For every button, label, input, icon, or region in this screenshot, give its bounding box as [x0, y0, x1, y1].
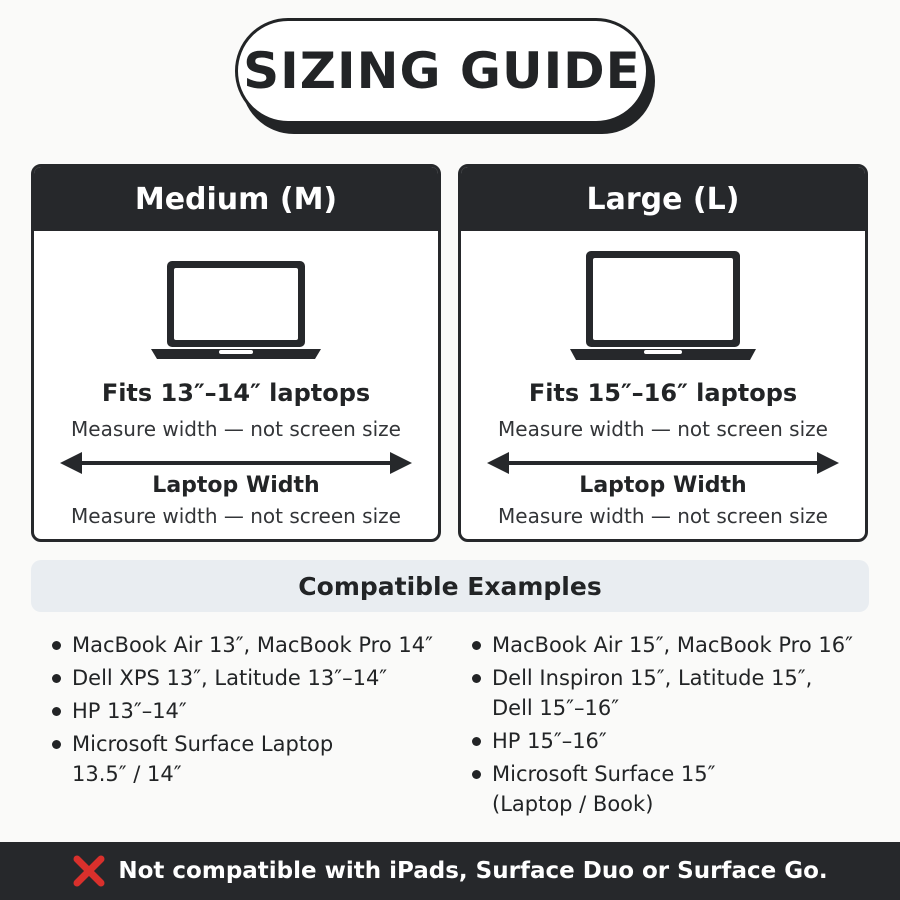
size-card-heading: Large (L) — [461, 167, 865, 231]
list-item: HP 15″–16″ — [470, 726, 880, 756]
footer-text: Not compatible with iPads, Surface Duo or Surface Go. — [118, 858, 828, 884]
list-item: MacBook Air 15″, MacBook Pro 16″ — [470, 630, 880, 660]
list-item: MacBook Air 13″, MacBook Pro 14″ — [50, 630, 450, 660]
compatible-heading: Compatible Examples — [31, 560, 869, 612]
list-item: Microsoft Surface 15″ (Laptop / Book) — [470, 759, 880, 819]
compatible-list-medium — [50, 630, 450, 792]
title-pill — [235, 18, 649, 124]
incompatibility-footer — [0, 842, 900, 900]
measure-note: Measure width — not screen size — [498, 417, 828, 441]
title-badge — [235, 18, 655, 134]
list-item: Microsoft Surface Laptop 13.5″ / 14″ — [50, 729, 450, 789]
list-item: Dell Inspiron 15″, Latitude 15″, Dell 15″–16″ — [470, 663, 880, 723]
size-card-medium — [31, 164, 441, 542]
laptop-width-label: Laptop Width — [152, 473, 320, 498]
fits-label: Fits 15″–16″ laptops — [528, 379, 798, 407]
size-card-heading: Medium (M) — [34, 167, 438, 231]
laptop-width-label: Laptop Width — [579, 473, 747, 498]
width-note: Measure width — not screen size — [498, 504, 828, 528]
page-title: SIZING GUIDE — [243, 42, 641, 100]
fits-label: Fits 13″–14″ laptops — [101, 379, 371, 407]
measure-note: Measure width — not screen size — [71, 417, 401, 441]
laptop-icon — [570, 247, 756, 363]
compatible-list-large — [470, 630, 880, 822]
list-item: Dell XPS 13″, Latitude 13″–14″ — [50, 663, 450, 693]
width-note: Measure width — not screen size — [71, 504, 401, 528]
x-icon — [72, 854, 106, 888]
list-item: HP 13″–14″ — [50, 696, 450, 726]
size-card-large — [458, 164, 868, 542]
laptop-icon — [151, 255, 321, 363]
